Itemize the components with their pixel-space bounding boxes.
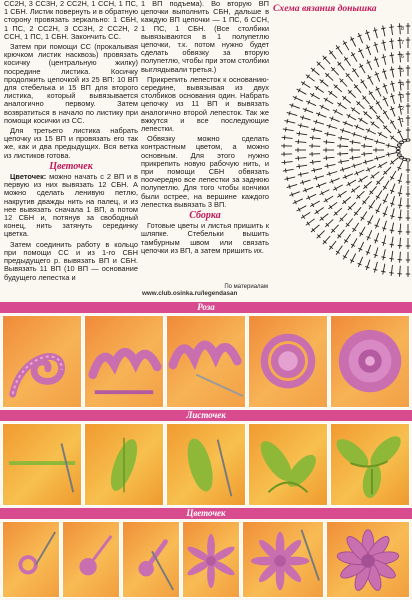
double-crochet-symbol: [330, 178, 340, 182]
credit-line: По материалам: [224, 284, 268, 290]
stitch-crossbar: [382, 228, 386, 229]
double-crochet-symbol: [391, 223, 393, 234]
photo-flower-step-4: [182, 521, 240, 598]
double-crochet-symbol: [391, 184, 395, 194]
double-crochet-symbol: [300, 117, 311, 120]
stitch-crossbar: [313, 160, 314, 164]
double-crochet-symbol: [323, 157, 334, 158]
double-crochet-symbol: [309, 154, 320, 155]
stitch-crossbar: [388, 152, 389, 156]
stitch-crossbar: [390, 216, 394, 217]
double-crochet-symbol: [310, 137, 321, 138]
double-crochet-symbol: [391, 52, 393, 63]
section-label-leaf: Листочек: [186, 410, 226, 420]
double-crochet-symbol: [361, 146, 372, 147]
stitch-crossbar: [390, 244, 394, 245]
stitch-crossbar: [390, 83, 394, 84]
paragraph: Готовые цветы и листья пришить к шляпке. Стебельки вышить тамбурным швом или связать цепочки из ВП, а затем пришить их.: [141, 221, 269, 255]
photo-flower-finished: [326, 521, 410, 598]
double-crochet-symbol: [400, 238, 401, 249]
double-crochet-symbol: [391, 237, 393, 248]
crochet-chart: [270, 0, 412, 300]
double-crochet-symbol: [323, 142, 334, 143]
double-crochet-symbol: [359, 48, 364, 58]
double-crochet-symbol: [398, 129, 403, 139]
double-crochet-symbol: [351, 254, 356, 264]
double-crochet-symbol: [343, 174, 353, 178]
section-band-flower: [0, 508, 412, 519]
double-crochet-symbol: [367, 45, 371, 55]
double-crochet-symbol: [290, 192, 300, 196]
stitch-crossbar: [316, 86, 319, 90]
double-crochet-symbol: [383, 69, 386, 80]
source-url[interactable]: www.club.osinka.ru/legendasan: [142, 290, 238, 297]
stitch-crossbar: [361, 217, 365, 219]
double-crochet-symbol: [375, 248, 378, 259]
photo-row-leaf: [2, 423, 410, 506]
double-crochet-symbol: [351, 164, 362, 167]
stitch-crossbar: [329, 124, 330, 128]
double-crochet-symbol: [283, 129, 294, 131]
double-crochet-symbol: [375, 57, 379, 67]
row-number: 8: [400, 26, 404, 32]
stitch-crossbar: [287, 119, 288, 123]
row-number: 2: [400, 106, 404, 112]
stitch-crossbar: [330, 205, 333, 209]
chain-stitch-symbol: [396, 147, 400, 149]
photo-leaf-step-4: [248, 423, 328, 506]
double-crochet-symbol: [316, 183, 326, 187]
double-crochet-symbol: [383, 167, 391, 175]
section-heading-assembly: Сборка: [189, 210, 221, 222]
double-crochet-symbol: [383, 26, 385, 37]
double-crochet-symbol: [309, 146, 320, 147]
stitch-crossbar: [285, 127, 286, 131]
section-band-rose: [0, 302, 412, 313]
stitch-crossbar: [381, 28, 385, 29]
double-crochet-symbol: [374, 262, 377, 273]
section-band-leaf: [0, 410, 412, 421]
double-crochet-symbol: [333, 185, 343, 190]
double-crochet-symbol: [356, 191, 364, 199]
double-crochet-symbol: [361, 153, 372, 154]
double-crochet-symbol: [354, 170, 364, 175]
stitch-crossbar: [344, 58, 348, 61]
double-crochet-symbol: [296, 165, 307, 167]
stitch-crossbar: [398, 193, 402, 194]
double-crochet-symbol: [338, 138, 349, 140]
double-crochet-symbol: [375, 42, 378, 53]
double-crochet-symbol: [383, 235, 386, 246]
double-crochet-symbol: [400, 210, 401, 221]
stitch-crossbar: [365, 160, 366, 164]
stitch-crossbar: [314, 128, 315, 132]
double-crochet-symbol: [392, 208, 395, 219]
stitch-crossbar: [389, 41, 393, 42]
row-number: 3: [400, 94, 404, 100]
chain-stitch-symbol: [400, 141, 404, 143]
photo-rose-finished: [330, 315, 410, 408]
stitch-crossbar: [342, 128, 343, 132]
stitch-crossbar: [341, 136, 342, 140]
double-crochet-symbol: [383, 264, 385, 275]
paragraph: Затем соединить работу в кольцо при помощи СС и из 1-го СБН предыдущего р. вывязать ВП и СБН. Вывязать 11 ВП (10 ВП — основание будущего лепестка и: [4, 239, 138, 282]
stitch-crossbar: [327, 164, 328, 168]
double-crochet-symbol: [391, 24, 392, 35]
stitch-crossbar: [330, 91, 333, 95]
stitch-crossbar: [342, 167, 343, 171]
double-crochet-symbol: [296, 133, 307, 135]
double-crochet-symbol: [350, 142, 361, 144]
stitch-crossbar: [377, 156, 378, 160]
double-crochet-symbol: [348, 202, 356, 210]
stitch-crossbar: [398, 217, 402, 218]
stitch-crossbar: [374, 44, 378, 45]
double-crochet-symbol: [376, 72, 380, 82]
double-crochet-symbol: [400, 266, 401, 277]
photo-rose-step-1: [2, 315, 82, 408]
stitch-crossbar: [373, 269, 377, 270]
stitch-crossbar: [381, 42, 385, 43]
stitch-crossbar: [299, 164, 300, 168]
text-column-left: [4, 0, 138, 284]
photo-rose-step-2: [84, 315, 164, 408]
section-heading-flower: Цветочек: [49, 160, 93, 172]
double-crochet-symbol: [363, 137, 374, 140]
row-number: 5: [400, 68, 404, 74]
stitch-crossbar: [390, 203, 394, 204]
photo-leaf-step-1: [2, 423, 82, 506]
double-crochet-symbol: [376, 204, 381, 214]
double-crochet-symbol: [384, 194, 389, 204]
stitch-crossbar: [287, 177, 288, 181]
double-crochet-symbol: [374, 141, 385, 144]
stitch-crossbar: [390, 69, 394, 70]
double-crochet-symbol: [375, 233, 379, 243]
double-crochet-symbol: [298, 173, 309, 175]
stitch-crossbar: [390, 55, 394, 56]
double-crochet-symbol: [338, 160, 349, 162]
stitch-crossbar: [354, 132, 355, 136]
double-crochet-symbol: [327, 125, 338, 128]
crochet-chart-drawing: [270, 0, 412, 300]
double-crochet-symbol: [317, 62, 325, 70]
term-label: Цветочек:: [10, 172, 47, 182]
double-crochet-symbol: [300, 180, 311, 183]
stitch-crossbar: [398, 205, 402, 206]
double-crochet-symbol: [356, 101, 364, 109]
section-label-rose: Роза: [197, 302, 215, 312]
double-crochet-symbol: [337, 154, 348, 155]
photo-flower-step-1: [2, 521, 60, 598]
double-crochet-symbol: [376, 87, 381, 97]
chain-stitch-symbol: [397, 154, 401, 156]
paragraph: Затем при помощи СС (прокалывая крючком листик насквозь) провязать косичку (центральную жилку) посредине листика. Косичку продолжить цепочкой из 25 ВП: 10 ВП для стебелька и 15 ВП для второго листика, который вывязывается аналогично первому. Затем возвратиться в начало по листику при помощи косички из СС.: [4, 42, 138, 125]
double-crochet-symbol: [295, 142, 306, 143]
double-crochet-symbol: [340, 130, 351, 133]
stitch-crossbar: [381, 257, 385, 258]
double-crochet-symbol: [283, 169, 294, 171]
double-crochet-symbol: [384, 206, 388, 216]
double-crochet-symbol: [313, 176, 324, 179]
stitch-crossbar: [361, 81, 365, 83]
row-number: 6: [400, 54, 404, 60]
double-crochet-symbol: [384, 83, 388, 93]
chain-stitch-symbol: [397, 144, 401, 146]
stitch-crossbar: [389, 258, 393, 259]
stitch-crossbar: [336, 47, 340, 50]
double-crochet-symbol: [350, 157, 361, 159]
double-crochet-symbol: [400, 224, 401, 235]
double-crochet-symbol: [359, 242, 364, 252]
photo-flower-step-3: [122, 521, 180, 598]
double-crochet-symbol: [348, 90, 356, 98]
double-crochet-symbol: [400, 252, 401, 263]
double-crochet-symbol: [333, 110, 343, 115]
double-crochet-symbol: [303, 187, 313, 191]
double-crochet-symbol: [287, 184, 298, 187]
paragraph: [4, 173, 138, 239]
stitch-crossbar: [302, 116, 303, 120]
row-number: 1: [400, 118, 404, 124]
paragraph-text: можно начать с 2 ВП и в первую из них вывязать 12 СБН. А можно сделать ленивую петлю, накрутив дважды нить на палец, и из нее вывязать сначала 1 ВП, а потом 12 СБН и, потянув за свободный конец, нить затянуть серединку цветка.: [4, 172, 138, 239]
double-crochet-symbol: [358, 33, 362, 43]
double-crochet-symbol: [310, 161, 321, 162]
stitch-crossbar: [344, 240, 348, 243]
photo-rose-step-3: [166, 315, 246, 408]
double-crochet-symbol: [337, 146, 348, 147]
double-crochet-symbol: [366, 30, 370, 40]
photo-flower-step-2: [62, 521, 120, 598]
double-crochet-symbol: [383, 54, 386, 65]
photo-flower-step-5: [242, 521, 324, 598]
stitch-crossbar: [289, 185, 290, 189]
stitch-crossbar: [352, 140, 353, 144]
double-crochet-symbol: [282, 137, 293, 138]
stitch-crossbar: [300, 123, 301, 127]
double-crochet-symbol: [287, 112, 298, 115]
stitch-crossbar: [398, 180, 402, 181]
double-crochet-symbol: [391, 106, 395, 116]
double-crochet-symbol: [368, 75, 373, 85]
double-crochet-symbol: [366, 260, 370, 270]
stitch-crossbar: [365, 136, 366, 140]
double-crochet-symbol: [327, 172, 338, 175]
double-crochet-symbol: [391, 251, 393, 262]
chart-title: Схема вязания донышка: [273, 3, 377, 14]
double-crochet-symbol: [386, 145, 397, 147]
double-crochet-symbol: [383, 221, 386, 232]
stitch-crossbar: [373, 30, 377, 31]
paragraph: 1 ВП подъема). Во вторую ВП цепочки выполнить СБН, дальше в каждую ВП цепочки — 1 ПС, 6 ССН, 1 ПС, 1 СБН. (Все столбики вывязываются в 1 полупетлю цепочки, т.к. потом нужно будет сделать обвязку за вторую полупетлю, чтобы при этом столбики выглядывали третья.): [141, 0, 269, 74]
double-crochet-symbol: [311, 169, 322, 171]
double-crochet-symbol: [367, 230, 372, 240]
stitch-crossbar: [285, 169, 286, 173]
double-crochet-symbol: [351, 133, 362, 136]
stitch-crossbar: [316, 176, 317, 180]
stitch-crossbar: [354, 164, 355, 168]
double-crochet-symbol: [391, 196, 394, 207]
row-number: 4: [400, 82, 404, 88]
double-crochet-symbol: [282, 162, 293, 163]
stitch-crossbar: [339, 103, 341, 107]
double-crochet-symbol: [376, 218, 380, 228]
double-crochet-symbol: [368, 215, 373, 225]
photo-row-flower: [2, 521, 410, 598]
double-crochet-symbol: [303, 109, 313, 113]
double-crochet-symbol: [293, 97, 303, 102]
double-crochet-symbol: [398, 161, 403, 171]
stitch-crossbar: [313, 136, 314, 140]
double-crochet-symbol: [367, 245, 371, 255]
paragraph: СС2Н, 3 СС3Н, 2 СС2Н, 1 ССН, 1 ПС, 1 СБН. Листик повернуть и в обратную сторону провязать зеркально: 1 СБН, 1 ПС, 2 СС2Н, 3 СС3Н, 2 СС2Н, 2 ССН, 1 ПС, 1 СБН. Закончить СС.: [4, 0, 138, 41]
double-crochet-symbol: [290, 104, 300, 108]
stitch-crossbar: [316, 120, 317, 124]
double-crochet-symbol: [298, 125, 309, 127]
double-crochet-symbol: [383, 125, 391, 133]
double-crochet-symbol: [325, 164, 336, 166]
double-crochet-symbol: [325, 133, 336, 135]
double-crochet-symbol: [306, 194, 316, 199]
photo-leaf-step-3: [166, 423, 246, 506]
double-crochet-symbol: [383, 40, 385, 51]
double-crochet-symbol: [295, 158, 306, 159]
row-number: 7: [400, 40, 404, 46]
stitch-crossbar: [302, 180, 303, 184]
double-crochet-symbol: [374, 28, 377, 39]
photo-leaf-step-2: [84, 423, 164, 506]
photo-leaf-finished: [330, 423, 410, 506]
stitch-crossbar: [327, 132, 328, 136]
stitch-crossbar: [381, 271, 385, 272]
stitch-crossbar: [388, 143, 389, 147]
stitch-crossbar: [374, 255, 378, 256]
stitch-crossbar: [341, 160, 342, 164]
stitch-crossbar: [352, 69, 356, 72]
double-crochet-symbol: [392, 81, 395, 92]
double-crochet-symbol: [351, 37, 356, 47]
stitch-crossbar: [390, 230, 394, 231]
double-crochet-symbol: [384, 96, 389, 106]
double-crochet-symbol: [306, 101, 316, 106]
double-crochet-symbol: [391, 265, 392, 276]
double-crochet-symbol: [363, 160, 374, 163]
double-crochet-symbol: [358, 257, 362, 267]
double-crochet-symbol: [367, 60, 372, 70]
stitch-crossbar: [336, 251, 340, 254]
stitch-crossbar: [389, 27, 393, 28]
text-column-middle: [141, 0, 269, 257]
double-crochet-symbol: [313, 121, 324, 124]
double-crochet-symbol: [330, 118, 340, 122]
stitch-crossbar: [352, 156, 353, 160]
double-crochet-symbol: [399, 185, 401, 196]
stitch-crossbar: [300, 172, 301, 176]
double-crochet-symbol: [316, 113, 326, 117]
double-crochet-symbol: [386, 153, 397, 155]
double-crochet-symbol: [374, 156, 385, 159]
double-crochet-symbol: [343, 122, 353, 126]
double-crochet-symbol: [366, 166, 376, 171]
double-crochet-symbol: [391, 67, 393, 78]
chain-stitch-symbol: [396, 151, 400, 153]
double-crochet-symbol: [340, 167, 351, 170]
double-crochet-symbol: [320, 190, 330, 195]
paragraph: Для третьего листика набрать цепочку из 15 ВП и провязать его так же, как и два предыдущих. Вся ветка из листиков готова.: [4, 126, 138, 160]
stitch-crossbar: [316, 210, 319, 214]
stitch-crossbar: [289, 111, 290, 115]
stitch-crossbar: [389, 273, 393, 274]
double-crochet-symbol: [285, 121, 296, 124]
photo-rose-step-4: [248, 315, 328, 408]
stitch-crossbar: [390, 96, 394, 97]
double-crochet-symbol: [383, 249, 385, 260]
stitch-crossbar: [314, 168, 315, 172]
double-crochet-symbol: [391, 93, 394, 104]
stitch-crossbar: [377, 140, 378, 144]
section-label-flower: Цветочек: [186, 508, 226, 518]
stitch-crossbar: [329, 172, 330, 176]
stitch-crossbar: [382, 71, 386, 72]
double-crochet-symbol: [354, 126, 364, 131]
double-crochet-symbol: [320, 105, 330, 110]
double-crochet-symbol: [399, 173, 402, 184]
paragraph: Прикрепить лепесток к основанию-середине, вывязывая из двух столбиков основания один. Набрать цепочку из 11 ВП и вывязать аналогично второй лепесток. Так же вжкутся и все последующие лепестки.: [141, 74, 269, 134]
stitch-crossbar: [299, 131, 300, 135]
double-crochet-symbol: [317, 231, 325, 239]
paragraph: Обвязку можно сделать контрастным цветом, а можно основным. Для этого нужно прикрепить новую рабочую нить, и при помощи СБН обвязать поочередно все лепестки за заднюю полупетлю. Для того чтобы кончики были острее, на вершине каждого лепестка вывязать 3 ВП.: [141, 134, 269, 209]
photo-row-rose: [2, 315, 410, 408]
stitch-crossbar: [382, 242, 386, 243]
stitch-crossbar: [382, 57, 386, 58]
double-crochet-symbol: [391, 38, 393, 49]
double-crochet-symbol: [293, 199, 303, 204]
stitch-crossbar: [352, 228, 356, 231]
double-crochet-symbol: [400, 198, 402, 209]
stitch-crossbar: [339, 194, 341, 198]
double-crochet-symbol: [366, 129, 376, 134]
double-crochet-symbol: [311, 129, 322, 131]
double-crochet-symbol: [285, 177, 296, 180]
